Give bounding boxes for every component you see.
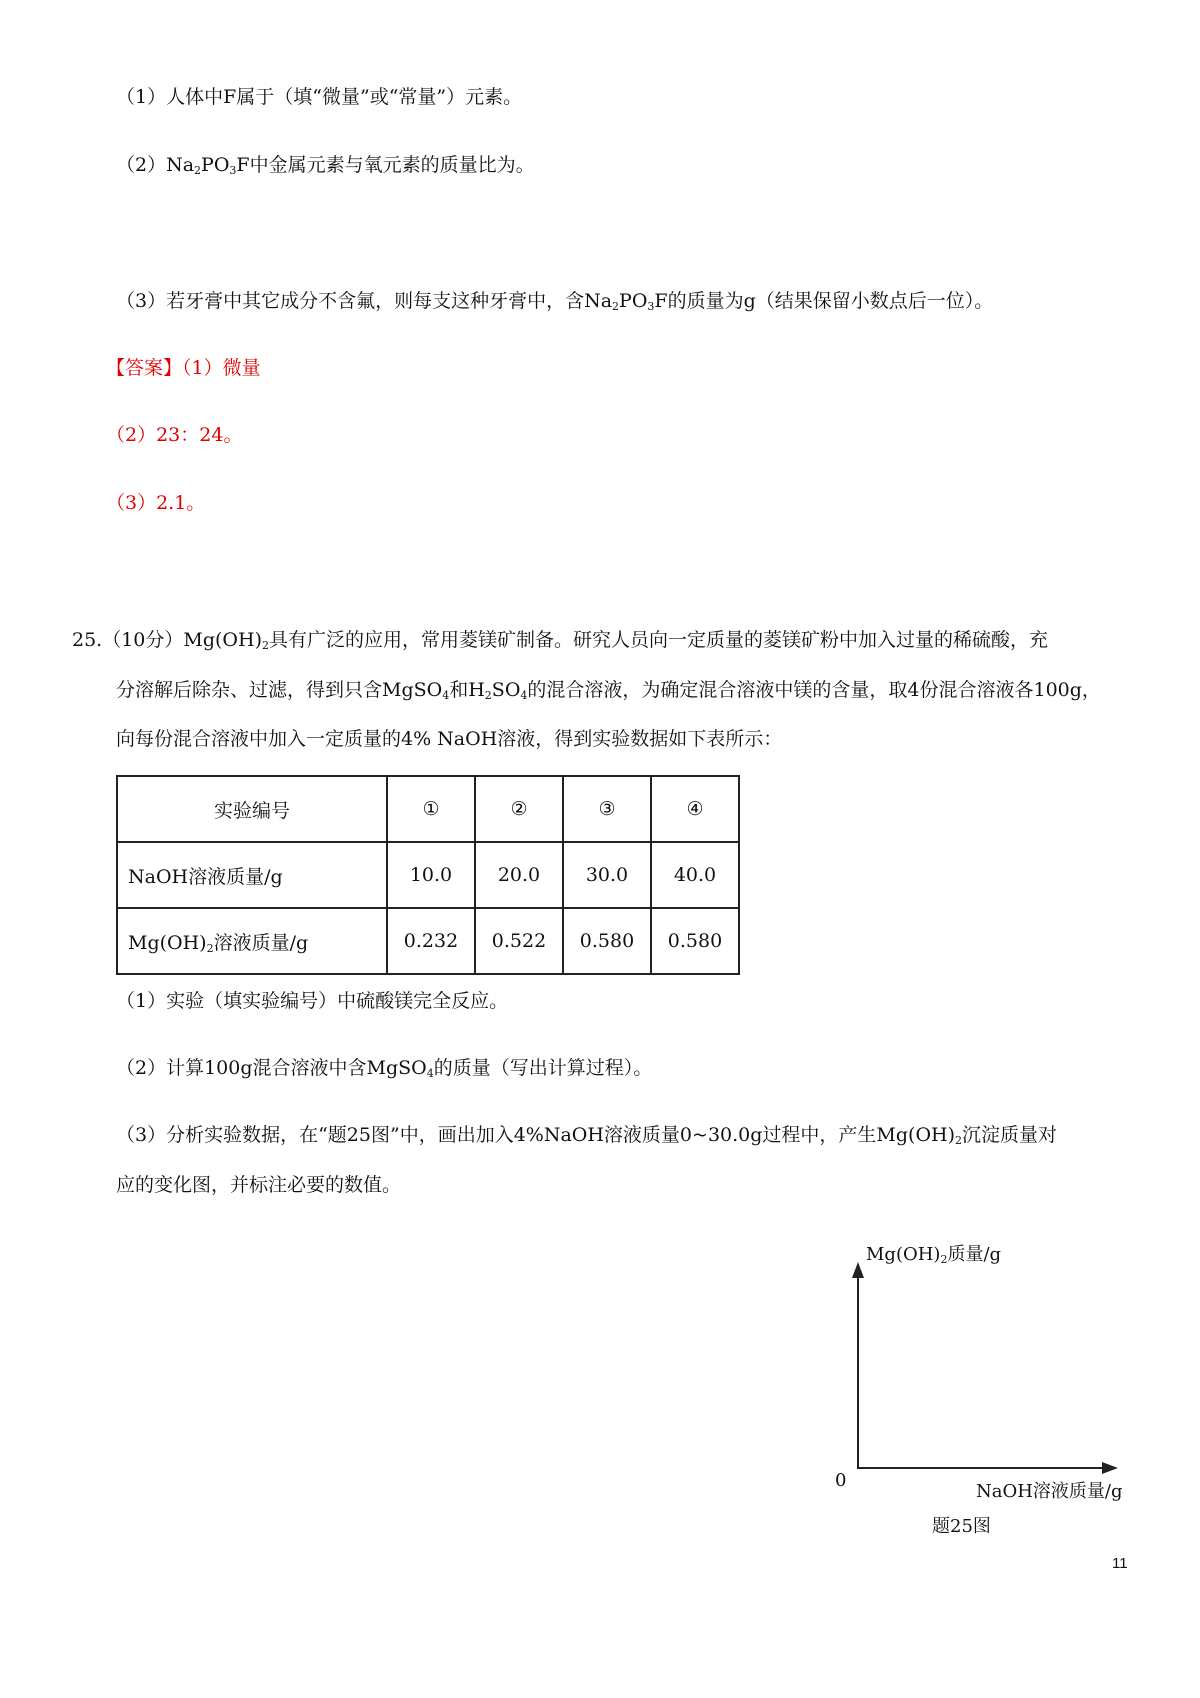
table-cell: 0.232 (387, 908, 475, 974)
ylabel-sub: 2 (940, 1253, 948, 1266)
q3-text-mid: PO (619, 290, 648, 312)
table-header-row (117, 776, 739, 842)
s2-sub: 4 (426, 1067, 434, 1080)
answer-1: 【答案】（1）微量 (106, 357, 261, 379)
table-row (117, 908, 739, 974)
table-cell: 10.0 (387, 842, 475, 908)
table-header-label: 实验编号 (117, 776, 387, 842)
q25-l2-mid2: SO (491, 679, 521, 701)
x-axis-arrow-icon (1102, 1462, 1118, 1474)
q25-l1-pre: 25.（10分）Mg(OH) (72, 629, 262, 651)
table-cell: 0.580 (651, 908, 739, 974)
table-cell: 20.0 (475, 842, 563, 908)
q3-sub-1: 2 (612, 300, 620, 313)
table-cell: 30.0 (563, 842, 651, 908)
table-col-header: ② (475, 776, 563, 842)
q2-sub-1: 2 (194, 164, 202, 177)
y-axis-arrow-icon (852, 1262, 864, 1278)
q3-text-pre: （3）若牙膏中其它成分不含氟，则每支这种牙膏中，含Na (116, 290, 613, 312)
answer-2: （2）23：24。 (106, 424, 243, 446)
s3-sub: 2 (955, 1134, 962, 1147)
q25-l2-post: 的混合溶液，为确定混合溶液中镁的含量，取4份混合溶液各100g， (527, 679, 1101, 701)
q2-text-mid: PO (201, 154, 230, 176)
q25-l2-pre: 分溶解后除杂、过滤，得到只含MgSO (116, 679, 443, 701)
table-cell: 40.0 (651, 842, 739, 908)
q25-l2-sub-1: 4 (442, 689, 450, 702)
q2-text-pre: （2）Na (116, 154, 195, 176)
row-label-mgoh2 (117, 908, 387, 974)
q25-l1-sub: 2 (261, 639, 269, 652)
table-cell: 0.522 (475, 908, 563, 974)
q2-sub-2: 3 (229, 164, 237, 177)
q25-line-2 (116, 677, 1101, 703)
table-col-header: ④ (651, 776, 739, 842)
answer-3: （3）2.1。 (106, 492, 206, 514)
row2-label-sub: 2 (206, 941, 214, 955)
row2-label-pre: Mg(OH) (128, 931, 207, 954)
q25-l2-mid: 和H (449, 679, 485, 701)
q25-line-3: 向每份混合溶液中加入一定质量的4% NaOH溶液，得到实验数据如下表所示： (116, 728, 783, 750)
q3-text-post: F的质量为g（结果保留小数点后一位）。 (654, 290, 994, 312)
q25-l2-sub-3: 4 (520, 689, 528, 702)
graph-axes (840, 1262, 1120, 1482)
row-label-naoh: NaOH溶液质量/g (117, 842, 387, 908)
sub-question-3-line-2: 应的变化图，并标注必要的数值。 (116, 1174, 402, 1196)
table-row (117, 842, 739, 908)
sub-question-3-line-1 (116, 1122, 1057, 1148)
table-cell: 0.580 (563, 908, 651, 974)
s2-post: 的质量（写出计算过程）。 (433, 1057, 653, 1079)
table-col-header: ① (387, 776, 475, 842)
s3-pre: （3）分析实验数据，在“题25图”中，画出加入4%NaOH溶液质量0~30.0g过程中，产生Mg(OH) (116, 1124, 955, 1146)
question-3 (116, 288, 993, 314)
experiment-table (116, 775, 740, 975)
sub-question-2 (116, 1055, 652, 1081)
q3-sub-2: 3 (647, 300, 655, 313)
question-2 (116, 152, 535, 178)
q2-text-post: F中金属元素与氧元素的质量比为。 (236, 154, 535, 176)
sub-question-1: （1）实验（填实验编号）中硫酸镁完全反应。 (116, 990, 509, 1012)
table-col-header: ③ (563, 776, 651, 842)
s3-post: 沉淀质量对 (962, 1124, 1058, 1146)
graph-x-label: NaOH溶液质量/g (976, 1481, 1123, 1502)
ylabel-pre: Mg(OH) (866, 1244, 941, 1265)
graph-caption: 题25图 (932, 1516, 991, 1537)
s2-pre: （2）计算100g混合溶液中含MgSO (116, 1057, 427, 1079)
ylabel-post: 质量/g (947, 1244, 1002, 1265)
q25-l1-post: 具有广泛的应用，常用菱镁矿制备。研究人员向一定质量的菱镁矿粉中加入过量的稀硫酸，充 (268, 629, 1048, 651)
row2-label-post: 溶液质量/g (213, 931, 309, 954)
q25-line-1 (72, 627, 1048, 653)
question-1: （1）人体中F属于（填“微量”或“常量”）元素。 (116, 86, 523, 108)
q25-l2-sub-2: 2 (484, 689, 492, 702)
graph-origin-label: 0 (835, 1470, 847, 1491)
page-number: 11 (1112, 1555, 1128, 1572)
